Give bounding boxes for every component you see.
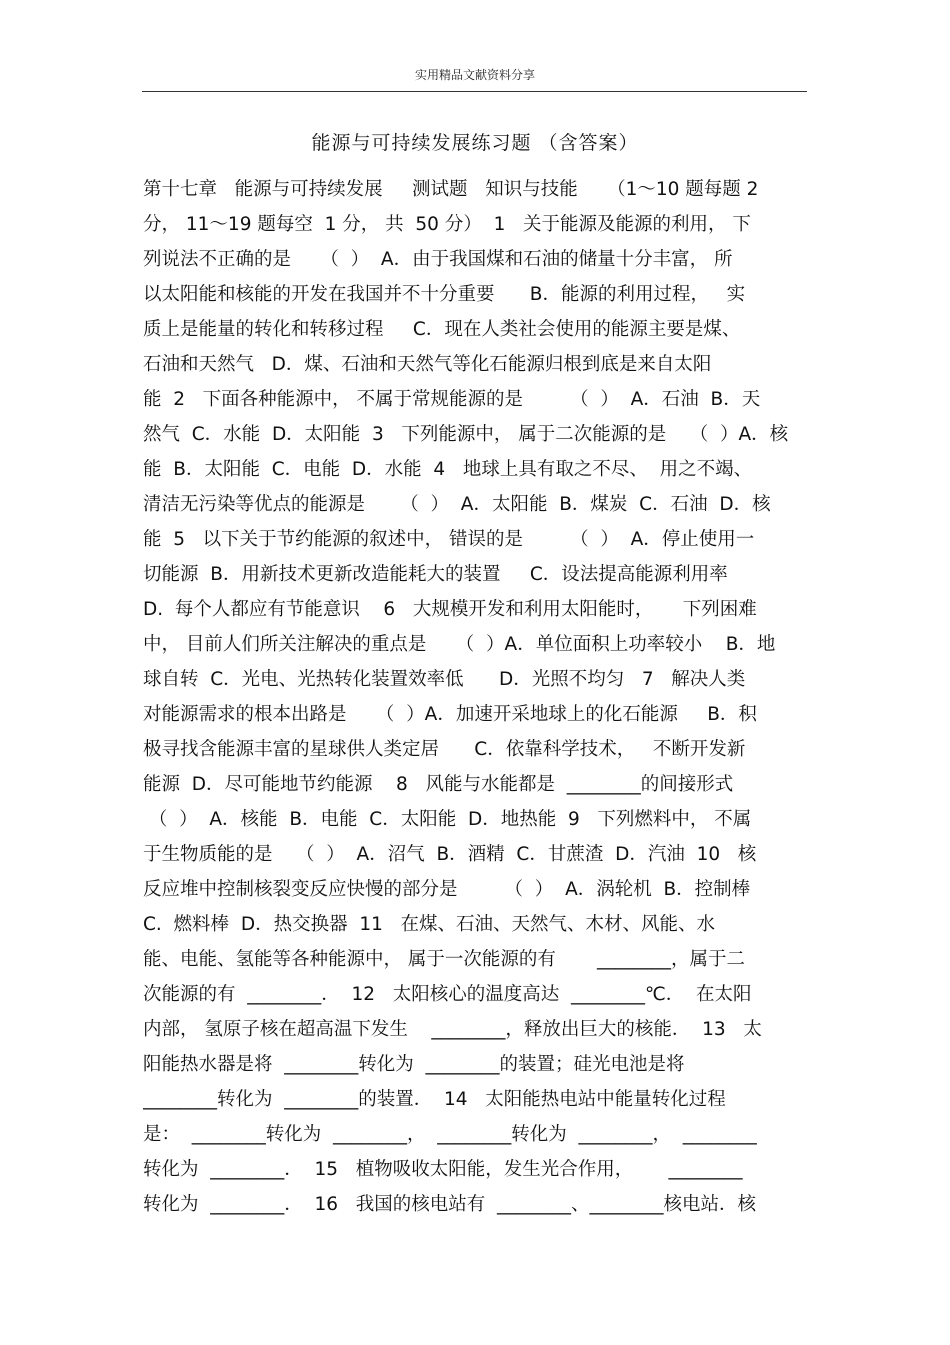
text-line: 质上是能量的转化和转移过程 C．现在人类社会使用的能源主要是煤、 bbox=[143, 319, 741, 340]
text-line: 分， 11～19 题每空 1 分， 共 50 分） 1 关于能源及能源的利用， 下 bbox=[143, 214, 751, 235]
document-body bbox=[143, 172, 823, 1222]
text-line: （ ） A．核能 B．电能 C．太阳能 D．地热能 9 下列燃料中， 不属 bbox=[143, 809, 752, 830]
text-line: 转化为 ________． 16 我国的核电站有 ________、________核电站．核 bbox=[143, 1194, 756, 1215]
text-line: ________转化为 ________的装置． 14 太阳能热电站中能量转化过程 bbox=[143, 1089, 726, 1110]
text-line: 内部， 氢原子核在超高温下发生 ________，释放出巨大的核能． 13 太 bbox=[143, 1019, 762, 1040]
text-line: C. 燃料棒 D．热交换器 11 在煤、石油、天然气、木材、风能、水 bbox=[143, 914, 716, 935]
text-line: 切能源 B．用新技术更新改造能耗大的装置 C．设法提高能源利用率 bbox=[143, 564, 728, 585]
text-line: 能 2 下面各种能源中， 不属于常规能源的是 （ ） A．石油 B．天 bbox=[143, 389, 761, 410]
text-line: 转化为 ________． 15 植物吸收太阳能，发生光合作用， ________ bbox=[143, 1159, 743, 1180]
text-line: 清洁无污染等优点的能源是 （ ） A．太阳能 B．煤炭 C．石油 D．核 bbox=[143, 494, 771, 515]
text-line: 对能源需求的根本出路是 （ ）A．加速开采地球上的化石能源 B．积 bbox=[143, 704, 757, 725]
text-line: 然气 C．水能 D．太阳能 3 下列能源中， 属于二次能源的是 （ ）A．核 bbox=[143, 424, 789, 445]
page-header: 实用精品文献资料分享 bbox=[414, 68, 535, 82]
text-line: 于生物质能的是 （ ） A．沼气 B．酒精 C．甘蔗渣 D．汽油 10 核 bbox=[143, 844, 757, 865]
text-line: 阳能热水器是将 ________转化为 ________的装置；硅光电池是将 bbox=[143, 1054, 685, 1075]
document-title: 能源与可持续发展练习题 （含答案） bbox=[311, 132, 639, 154]
text-line: 球自转 C．光电、光热转化装置效率低 D．光照不均匀 7 解决人类 bbox=[143, 669, 746, 690]
text-line: 能 5 以下关于节约能源的叙述中， 错误的是 （ ） A．停止使用一 bbox=[143, 529, 755, 550]
text-line: 次能源的有 ________． 12 太阳核心的温度高达 ________℃． 在太阳 bbox=[143, 984, 752, 1005]
text-line: 能、电能、氢能等各种能源中， 属于一次能源的有 ________，属于二 bbox=[143, 949, 746, 970]
text-line: 能 B．太阳能 C．电能 D．水能 4 地球上具有取之不尽、 用之不竭、 bbox=[143, 459, 753, 480]
text-line: 以太阳能和核能的开发在我国并不十分重要 B．能源的利用过程， 实 bbox=[143, 284, 746, 305]
text-line: 列说法不正确的是 （ ） A．由于我国煤和石油的储量十分丰富， 所 bbox=[143, 249, 733, 270]
header-divider bbox=[142, 91, 807, 92]
text-line: 第十七章 能源与可持续发展 测试题 知识与技能 （1～10 题每题 2 bbox=[143, 179, 759, 200]
text-line: 极寻找含能源丰富的星球供人类定居 C．依靠科学技术， 不断开发新 bbox=[143, 739, 746, 760]
text-line: D. 每个人都应有节能意识 6 大规模开发和利用太阳能时， 下列困难 bbox=[143, 599, 757, 620]
text-line: 是： ________转化为 ________， ________转化为 ________， ________ bbox=[143, 1124, 757, 1145]
text-line: 反应堆中控制核裂变反应快慢的部分是 （ ） A．涡轮机 B．控制棒 bbox=[143, 879, 751, 900]
text-line: 能源 D．尽可能地节约能源 8 风能与水能都是 ________的间接形式 bbox=[143, 774, 734, 795]
text-line: 中， 目前人们所关注解决的重点是 （ ）A．单位面积上功率较小 B．地 bbox=[143, 634, 776, 655]
text-line: 石油和天然气 D．煤、石油和天然气等化石能源归根到底是来自太阳 bbox=[143, 354, 712, 375]
